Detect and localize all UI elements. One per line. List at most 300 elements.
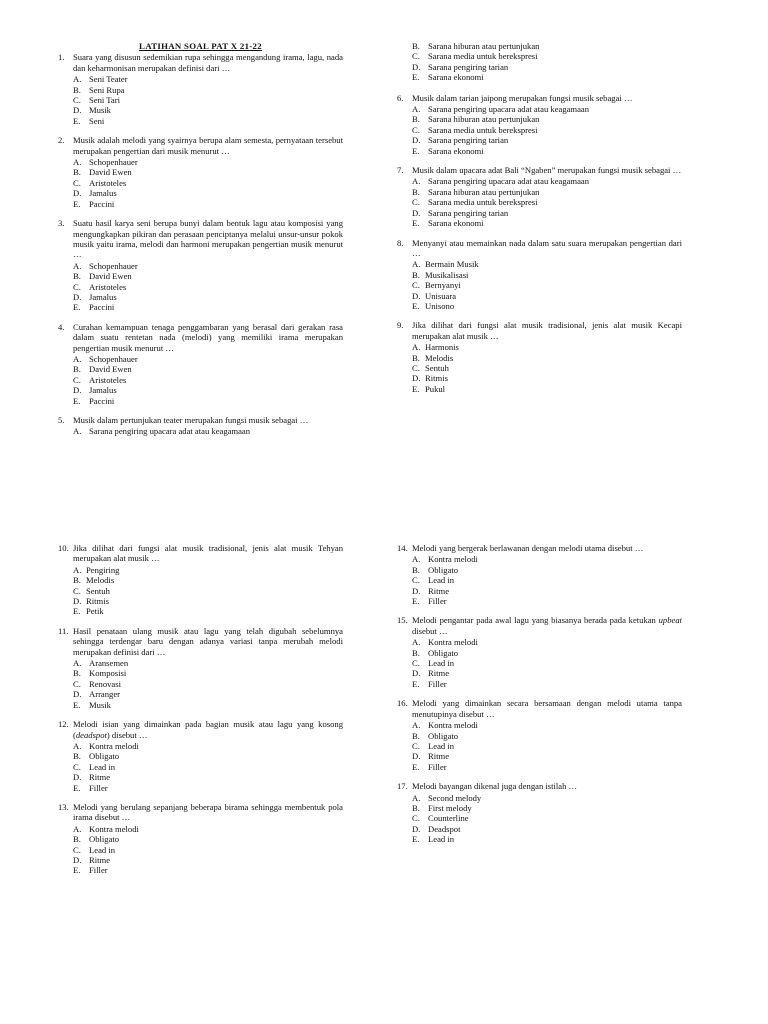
option-letter: B. bbox=[73, 84, 81, 95]
option-text: Lead in bbox=[428, 658, 455, 669]
question-number: 7. bbox=[397, 165, 404, 176]
option-text: Lead in bbox=[428, 740, 455, 751]
option-text: Sarana pengiring tarian bbox=[428, 61, 509, 72]
question-17 bbox=[397, 781, 682, 844]
option-list bbox=[73, 565, 343, 617]
option-text: Pengiring bbox=[86, 564, 120, 575]
option-letter: D. bbox=[412, 135, 421, 146]
option-text: Seni Rupa bbox=[89, 84, 125, 95]
option-letter: D. bbox=[412, 207, 421, 218]
question-number: 2. bbox=[58, 135, 65, 146]
option-letter: A. bbox=[412, 792, 421, 803]
answer-option bbox=[412, 762, 682, 772]
answer-option bbox=[412, 146, 682, 156]
answer-option bbox=[412, 270, 682, 280]
option-text: Kontra melodi bbox=[89, 823, 139, 834]
answer-option bbox=[73, 679, 343, 689]
answer-option bbox=[73, 658, 343, 668]
option-letter: D. bbox=[73, 385, 82, 396]
question-head bbox=[397, 320, 682, 341]
answer-option bbox=[73, 74, 343, 84]
option-text: Bermain Musik bbox=[425, 259, 479, 270]
answer-option bbox=[73, 85, 343, 95]
question-text: Melodi yang bergerak berlawanan dengan melodi utama disebut … bbox=[412, 543, 644, 553]
question-number: 6. bbox=[397, 92, 404, 103]
question-number: 8. bbox=[397, 237, 404, 248]
answer-option bbox=[73, 855, 343, 865]
option-letter: B. bbox=[73, 271, 81, 282]
option-text: Sarana media untuk berekspresi bbox=[428, 124, 538, 135]
option-text: Musikalisasi bbox=[425, 269, 469, 280]
option-text: Ritme bbox=[89, 854, 111, 865]
option-letter: C. bbox=[73, 844, 81, 855]
question-head bbox=[58, 719, 343, 740]
option-text: Sentuh bbox=[425, 362, 449, 373]
option-text: Aristoteles bbox=[89, 281, 127, 292]
answer-option bbox=[73, 772, 343, 782]
option-text: Deadspot bbox=[428, 823, 461, 834]
option-letter: C. bbox=[412, 575, 420, 586]
answer-option bbox=[412, 259, 682, 269]
question-number: 4. bbox=[58, 321, 65, 332]
option-text: Sarana pengiring upacara adat atau keagamaan bbox=[428, 176, 590, 187]
question-2 bbox=[58, 135, 343, 209]
answer-option bbox=[73, 105, 343, 115]
option-text: Unisono bbox=[425, 300, 455, 311]
question-head bbox=[397, 543, 682, 553]
answer-option bbox=[73, 375, 343, 385]
option-text: Ritme bbox=[428, 668, 450, 679]
answer-option bbox=[412, 301, 682, 311]
answer-option bbox=[412, 658, 682, 668]
option-text: Seni bbox=[89, 115, 105, 126]
option-text: Ritmis bbox=[425, 373, 448, 384]
option-letter: A. bbox=[73, 353, 82, 364]
option-letter: E. bbox=[412, 145, 420, 156]
option-list bbox=[412, 342, 682, 394]
option-text: Counterline bbox=[428, 813, 469, 824]
option-text: Sarana hiburan atau pertunjukan bbox=[428, 114, 540, 125]
answer-option bbox=[73, 824, 343, 834]
answer-option bbox=[412, 648, 682, 658]
option-letter: C. bbox=[412, 362, 420, 373]
option-letter: E. bbox=[73, 606, 81, 617]
question-text: Melodi pengantar pada awal lagu yang biasanya berada pada ketukan upbeat disebut … bbox=[412, 615, 682, 636]
option-letter: D. bbox=[73, 105, 82, 116]
question-head bbox=[58, 415, 343, 425]
option-text: Filler bbox=[428, 596, 447, 607]
option-letter: B. bbox=[412, 186, 420, 197]
option-letter: A. bbox=[73, 426, 82, 437]
question-head bbox=[397, 615, 682, 636]
option-text: David Ewen bbox=[89, 364, 132, 375]
answer-option bbox=[412, 586, 682, 596]
option-letter: E. bbox=[73, 395, 81, 406]
option-letter: E. bbox=[73, 115, 81, 126]
option-letter: C. bbox=[412, 740, 420, 751]
option-text: Obligato bbox=[89, 751, 120, 762]
option-list bbox=[412, 793, 682, 845]
answer-option bbox=[73, 565, 343, 575]
option-text: Lead in bbox=[89, 844, 116, 855]
question-3 bbox=[58, 218, 343, 313]
option-text: Renovasi bbox=[89, 678, 121, 689]
question-9 bbox=[397, 320, 682, 394]
answer-option bbox=[412, 373, 682, 383]
option-text: Kontra melodi bbox=[428, 637, 478, 648]
column-bottom-left bbox=[58, 543, 343, 885]
option-text: Sentuh bbox=[86, 585, 110, 596]
answer-option bbox=[73, 396, 343, 406]
option-letter: D. bbox=[73, 772, 82, 783]
option-list bbox=[412, 41, 682, 83]
option-letter: C. bbox=[412, 813, 420, 824]
option-letter: E. bbox=[73, 198, 81, 209]
option-text: Bernyanyi bbox=[425, 280, 461, 291]
option-letter: D. bbox=[412, 585, 421, 596]
answer-option bbox=[73, 354, 343, 364]
answer-option bbox=[412, 637, 682, 647]
option-text: Paccini bbox=[89, 198, 115, 209]
column-top-right bbox=[397, 41, 682, 403]
question-head bbox=[397, 238, 682, 259]
answer-option bbox=[73, 700, 343, 710]
question-text: Musik dalam tarian jaipong merupakan fungsi musik sebagai … bbox=[412, 92, 633, 103]
answer-option bbox=[73, 364, 343, 374]
answer-option bbox=[73, 188, 343, 198]
option-text: David Ewen bbox=[89, 271, 132, 282]
option-letter: B. bbox=[73, 575, 81, 586]
option-letter: E. bbox=[412, 678, 420, 689]
option-text: Sarana media untuk berekspresi bbox=[428, 51, 538, 62]
answer-option bbox=[73, 199, 343, 209]
question-head bbox=[58, 322, 343, 353]
answer-option bbox=[412, 104, 682, 114]
document-title: LATIHAN SOAL PAT X 21-22 bbox=[139, 41, 262, 51]
answer-option bbox=[73, 116, 343, 126]
option-text: Kontra melodi bbox=[428, 554, 478, 565]
question-head bbox=[58, 135, 343, 156]
option-letter: A. bbox=[73, 74, 82, 85]
answer-option bbox=[73, 596, 343, 606]
option-text: Seni Teater bbox=[89, 74, 128, 85]
question-head bbox=[58, 802, 343, 823]
question-text: Suara yang disusun sedemikian rupa sehingga mengandung irama, lagu, nada dan keharmonisan merupakan definisi dari … bbox=[73, 52, 343, 73]
answer-option bbox=[412, 41, 682, 51]
answer-option bbox=[73, 834, 343, 844]
option-letter: E. bbox=[73, 865, 81, 876]
option-list bbox=[412, 259, 682, 311]
option-letter: A. bbox=[73, 823, 82, 834]
option-text: Obligato bbox=[428, 647, 459, 658]
option-letter: A. bbox=[73, 658, 82, 669]
question-number: 15. bbox=[397, 615, 408, 626]
option-letter: B. bbox=[73, 668, 81, 679]
answer-option bbox=[73, 575, 343, 585]
question-number: 1. bbox=[58, 52, 65, 63]
option-text: Sarana pengiring upacara adat atau keagamaan bbox=[428, 104, 590, 115]
option-letter: C. bbox=[73, 95, 81, 106]
question-head bbox=[58, 52, 343, 73]
question-number: 14. bbox=[397, 543, 408, 553]
answer-option bbox=[73, 762, 343, 772]
question-head bbox=[397, 698, 682, 719]
option-list bbox=[412, 104, 682, 156]
option-letter: D. bbox=[73, 291, 82, 302]
question-text: Melodi bayangan dikenal juga dengan istilah … bbox=[412, 781, 578, 792]
answer-option bbox=[73, 783, 343, 793]
question-text: Musik dalam pertunjukan teater merupakan fungsi musik sebagai … bbox=[73, 415, 309, 425]
option-text: Aristoteles bbox=[89, 177, 127, 188]
option-letter: E. bbox=[412, 300, 420, 311]
question-head bbox=[397, 165, 682, 175]
answer-option bbox=[412, 51, 682, 61]
option-letter: C. bbox=[412, 280, 420, 291]
answer-option bbox=[412, 731, 682, 741]
option-letter: C. bbox=[412, 51, 420, 62]
option-letter: B. bbox=[412, 269, 420, 280]
answer-option bbox=[412, 363, 682, 373]
option-text: Jamalus bbox=[89, 188, 117, 199]
option-text: Second melody bbox=[428, 792, 482, 803]
option-letter: A. bbox=[412, 554, 421, 565]
option-letter: D. bbox=[412, 668, 421, 679]
question-number: 5. bbox=[58, 415, 65, 425]
option-text: Lead in bbox=[428, 834, 455, 845]
answer-option bbox=[412, 218, 682, 228]
option-letter: B. bbox=[73, 751, 81, 762]
question-head bbox=[397, 781, 682, 791]
answer-option bbox=[73, 741, 343, 751]
option-letter: D. bbox=[412, 61, 421, 72]
answer-option bbox=[73, 292, 343, 302]
option-text: Petik bbox=[86, 606, 104, 617]
option-list bbox=[73, 658, 343, 710]
option-text: Melodis bbox=[86, 575, 115, 586]
option-list bbox=[73, 741, 343, 793]
option-text: Filler bbox=[89, 782, 108, 793]
option-text: David Ewen bbox=[89, 167, 132, 178]
option-letter: C. bbox=[73, 761, 81, 772]
question-15 bbox=[397, 615, 682, 689]
option-letter: D. bbox=[412, 373, 421, 384]
option-letter: B. bbox=[412, 352, 420, 363]
answer-option bbox=[412, 554, 682, 564]
question-text: Melodi yang berulang sepanjang beberapa birama sehingga membentuk pola irama disebut … bbox=[73, 801, 343, 823]
answer-option bbox=[412, 824, 682, 834]
option-text: Sarana hiburan atau pertunjukan bbox=[428, 186, 540, 197]
question-number: 16. bbox=[397, 698, 408, 709]
option-text: Jamalus bbox=[89, 291, 117, 302]
question-13 bbox=[58, 802, 343, 876]
answer-option bbox=[73, 426, 343, 436]
question-text: Melodi isian yang dimainkan pada bagian musik atau lagu yang kosong (deadspot) disebut … bbox=[73, 719, 343, 740]
answer-option bbox=[412, 187, 682, 197]
answer-option bbox=[412, 208, 682, 218]
answer-option bbox=[412, 596, 682, 606]
question-12 bbox=[58, 719, 343, 793]
question-text: Musik dalam upacara adat Bali “Ngaben” merupakan fungsi musik sebagai … bbox=[412, 165, 682, 176]
option-letter: B. bbox=[412, 564, 420, 575]
option-letter: D. bbox=[412, 751, 421, 762]
option-list bbox=[412, 720, 682, 772]
option-text: Jamalus bbox=[89, 385, 117, 396]
question-text: Hasil penataan ulang musik atau lagu yang telah digubah sebelumnya sehingga terdengar baru dengan adanya variasi tanpa merubah melodi merupakan definisi dari … bbox=[73, 625, 343, 657]
answer-option bbox=[412, 353, 682, 363]
option-text: Sarana ekonomi bbox=[428, 72, 484, 83]
option-letter: B. bbox=[412, 114, 420, 125]
question-text: Jika dilihat dari fungsi alat musik tradisional, jenis alat musik Tehyan merupakan alat musik … bbox=[73, 543, 343, 564]
option-text: Ritme bbox=[428, 585, 450, 596]
option-letter: B. bbox=[73, 364, 81, 375]
question-6 bbox=[397, 93, 682, 156]
answer-option bbox=[412, 720, 682, 730]
option-letter: E. bbox=[412, 72, 420, 83]
option-letter: A. bbox=[412, 342, 421, 353]
question-head bbox=[58, 218, 343, 260]
option-text: Obligato bbox=[428, 564, 459, 575]
option-letter: A. bbox=[412, 637, 421, 648]
question-4 bbox=[58, 322, 343, 406]
answer-option bbox=[412, 679, 682, 689]
option-text: Pukul bbox=[425, 383, 446, 394]
question-11 bbox=[58, 626, 343, 710]
question-1 bbox=[58, 52, 343, 126]
option-letter: C. bbox=[73, 585, 81, 596]
option-text: Kontra melodi bbox=[428, 720, 478, 731]
answer-option bbox=[73, 167, 343, 177]
option-text: Filler bbox=[428, 761, 447, 772]
answer-option bbox=[73, 302, 343, 312]
option-text: Filler bbox=[89, 865, 108, 876]
question-text: Musik adalah melodi yang syairnya berupa alam semesta, pernyataan tersebut merupakan pengertian dari musik menurut … bbox=[73, 135, 343, 156]
question-text: Melodi yang dimainkan secara bersamaan dengan melodi utama tanpa menutupinya disebut … bbox=[412, 698, 682, 719]
question-text: Jika dilihat dari fungsi alat musik tradisional, jenis alat musik Kecapi merupakan alat musik … bbox=[412, 320, 682, 341]
option-list bbox=[73, 261, 343, 313]
option-text: Lead in bbox=[89, 761, 116, 772]
option-text: Paccini bbox=[89, 395, 115, 406]
option-letter: C. bbox=[412, 197, 420, 208]
answer-option bbox=[412, 135, 682, 145]
question-head bbox=[397, 93, 682, 103]
answer-option bbox=[73, 606, 343, 616]
option-text: Sarana ekonomi bbox=[428, 218, 484, 229]
option-letter: D. bbox=[412, 290, 421, 301]
option-list bbox=[73, 74, 343, 126]
option-text: Schopenhauer bbox=[89, 157, 138, 168]
option-letter: C. bbox=[73, 281, 81, 292]
question-number: 12. bbox=[58, 719, 69, 730]
option-letter: C. bbox=[73, 374, 81, 385]
answer-option bbox=[412, 813, 682, 823]
option-letter: A. bbox=[73, 564, 82, 575]
answer-option bbox=[412, 565, 682, 575]
option-letter: D. bbox=[73, 689, 82, 700]
option-letter: E. bbox=[73, 782, 81, 793]
question-number: 3. bbox=[58, 218, 65, 229]
option-list bbox=[73, 354, 343, 406]
question-head bbox=[58, 543, 343, 564]
answer-option bbox=[412, 834, 682, 844]
question-text: Curahan kemampuan tenaga penggambaran yang berasal dari gerakan rasa dalam suatu rentetan nada (melodi) yang memiliki irama merupakan pengertian musik menurut … bbox=[73, 321, 343, 353]
option-letter: E. bbox=[73, 302, 81, 313]
answer-option bbox=[73, 95, 343, 105]
option-list bbox=[412, 637, 682, 689]
option-list bbox=[73, 157, 343, 209]
option-text: Paccini bbox=[89, 302, 115, 313]
option-list bbox=[73, 824, 343, 876]
answer-option bbox=[412, 575, 682, 585]
option-text: Obligato bbox=[428, 730, 459, 741]
option-text: Komposisi bbox=[89, 668, 127, 679]
answer-option bbox=[412, 114, 682, 124]
option-letter: A. bbox=[412, 259, 421, 270]
option-letter: D. bbox=[73, 596, 82, 607]
option-text: Sarana pengiring upacara adat atau keagamaan bbox=[89, 426, 251, 437]
option-list bbox=[73, 426, 343, 436]
option-text: Aristoteles bbox=[89, 374, 127, 385]
answer-option bbox=[73, 751, 343, 761]
answer-option bbox=[412, 176, 682, 186]
question-number: 11. bbox=[58, 625, 69, 636]
option-letter: A. bbox=[73, 157, 82, 168]
option-letter: E. bbox=[412, 218, 420, 229]
answer-option bbox=[73, 689, 343, 699]
option-text: Arranger bbox=[89, 689, 121, 700]
option-text: Ritmis bbox=[86, 596, 109, 607]
answer-option bbox=[73, 261, 343, 271]
answer-option bbox=[412, 384, 682, 394]
option-letter: B. bbox=[412, 730, 420, 741]
option-text: Ritme bbox=[89, 772, 111, 783]
question-number: 10. bbox=[58, 543, 69, 553]
answer-option bbox=[73, 282, 343, 292]
answer-option bbox=[73, 178, 343, 188]
column-bottom-right bbox=[397, 543, 682, 854]
option-text: Sarana media untuk berekspresi bbox=[428, 197, 538, 208]
question-16 bbox=[397, 698, 682, 772]
question-5-continued bbox=[397, 41, 682, 83]
question-text: Suatu hasil karya seni berupa bunyi dalam bentuk lagu atau komposisi yang mengungkapkan pikiran dan perasaan penciptanya melalui unsur-unsur pokok musik yaitu irama, melodi dan harmoni merupakan pengertian musik menurut … bbox=[73, 218, 343, 260]
option-letter: A. bbox=[73, 740, 82, 751]
option-list bbox=[412, 554, 682, 606]
option-letter: B. bbox=[412, 647, 420, 658]
answer-option bbox=[73, 668, 343, 678]
answer-option bbox=[73, 271, 343, 281]
answer-option bbox=[73, 865, 343, 875]
option-letter: C. bbox=[412, 658, 420, 669]
option-letter: C. bbox=[73, 177, 81, 188]
option-text: Sarana ekonomi bbox=[428, 145, 484, 156]
answer-option bbox=[73, 385, 343, 395]
option-letter: E. bbox=[412, 834, 420, 845]
answer-option bbox=[412, 125, 682, 135]
option-text: Schopenhauer bbox=[89, 353, 138, 364]
option-list bbox=[412, 176, 682, 228]
option-letter: D. bbox=[73, 188, 82, 199]
option-text: Melodis bbox=[425, 352, 454, 363]
answer-option bbox=[412, 793, 682, 803]
option-letter: B. bbox=[73, 167, 81, 178]
option-letter: B. bbox=[412, 802, 420, 813]
answer-option bbox=[412, 668, 682, 678]
option-letter: A. bbox=[412, 104, 421, 115]
question-head bbox=[58, 626, 343, 657]
option-letter: A. bbox=[412, 176, 421, 187]
option-letter: E. bbox=[73, 699, 81, 710]
question-number: 17. bbox=[397, 781, 408, 792]
option-text: Ritme bbox=[428, 751, 450, 762]
